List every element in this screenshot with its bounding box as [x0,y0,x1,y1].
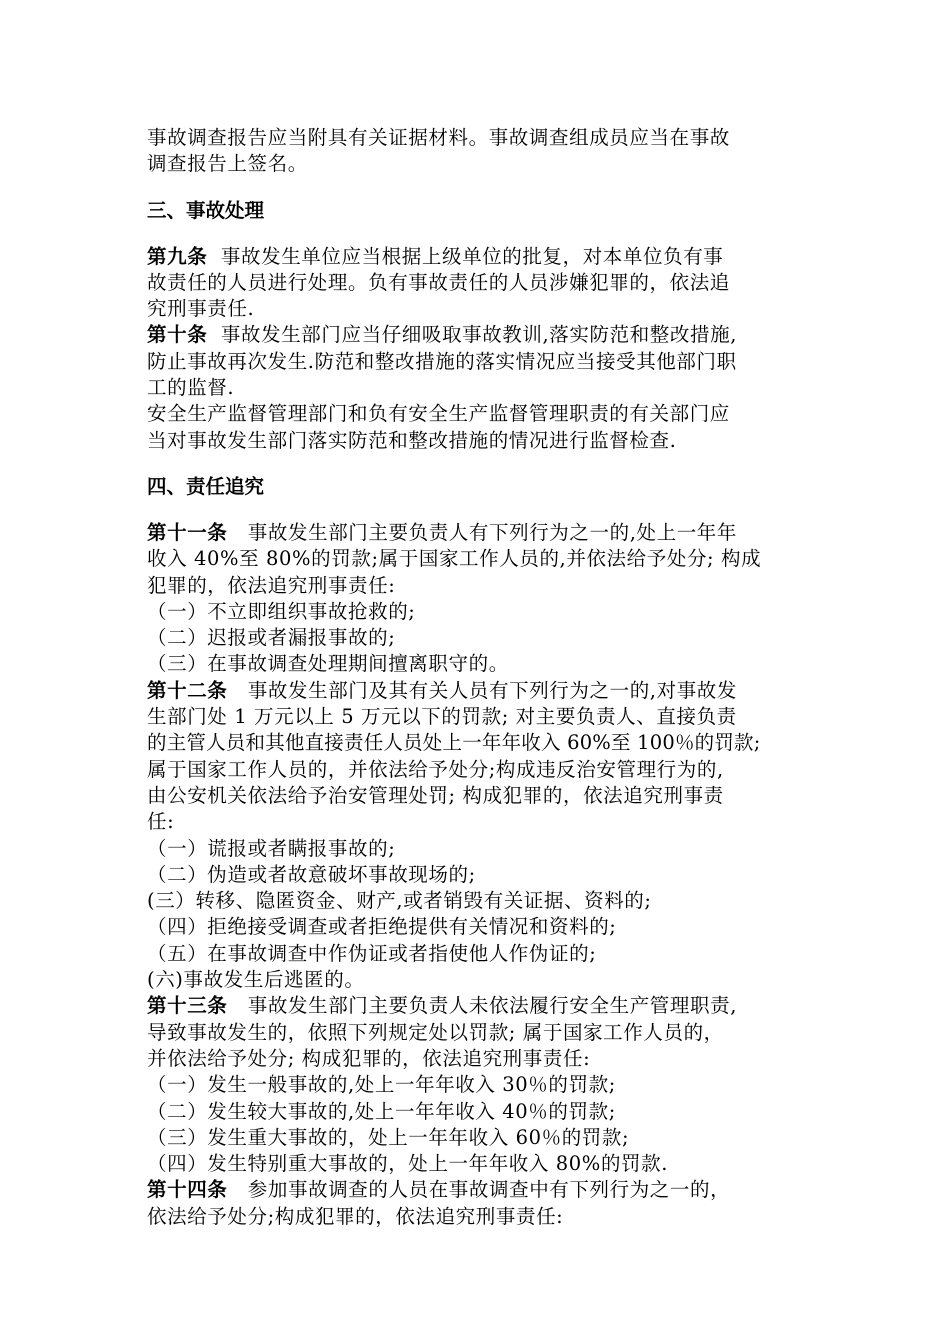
text-line: 犯罪的，依法追究刑事责任: [147,573,396,597]
article-11 [147,520,807,678]
list-item: （一）不立即组织事故抢救的; [147,599,416,623]
section-heading-3: 三、事故处理 [147,198,265,222]
text-line: 故责任的人员进行处理。负有事故责任的人员涉嫌犯罪的，依法追 [147,270,730,294]
article-9 [147,244,807,323]
text-line: 收入 40%至 80%的罚款;属于国家工作人员的,并依法给予处分; 构成 [147,547,762,571]
article-label: 第十一条 [147,520,228,544]
text-line: 并依法给予处分; 构成犯罪的，依法追究刑事责任: [147,1046,591,1070]
list-item: （三）在事故调查处理期间擅离职守的。 [147,652,509,676]
text-line: 任: [147,810,175,834]
text-line: 防止事故再次发生.防范和整改措施的落实情况应当接受其他部门职 [147,349,737,373]
article-label: 第十条 [147,323,208,347]
text-line: 依法给予处分;构成犯罪的，依法追究刑事责任: [147,1204,564,1228]
list-item: （二）伪造或者故意破坏事故现场的; [147,862,476,886]
text-line: 工的监督. [147,376,235,400]
text-line: 当对事故发生部门落实防范和整改措施的情况进行监督检查. [147,428,677,452]
text-line: 事故发生部门应当仔细吸取事故教训,落实防范和整改措施, [207,323,738,347]
article-label: 第十二条 [147,678,228,702]
text-line: 参加事故调查的人员在事故调查中有下列行为之一的， [227,1178,731,1202]
list-item: （一）发生一般事故的,处上一年年收入 30％的罚款; [147,1073,616,1097]
text-line: 事故发生部门主要负责人有下列行为之一的,处上一年年 [227,520,738,544]
list-item: （五）在事故调查中作伪证或者指使他人作伪证的; [147,941,597,965]
article-10 [147,322,807,401]
list-item: （三）发生重大事故的，处上一年年收入 60％的罚款; [147,1125,630,1149]
list-item: (三）转移、隐匿资金、财产,或者销毁有关证据、资料的; [147,889,652,913]
text-line: 的主管人员和其他直接责任人员处上一年年收入 60%至 100％的罚款; [147,731,761,755]
intro-paragraph [147,125,807,178]
list-item: （四）拒绝接受调查或者拒绝提供有关情况和资料的; [147,915,617,939]
text-line: 安全生产监督管理部门和负有安全生产监督管理职责的有关部门应 [147,402,730,426]
article-13 [147,993,807,1177]
article-14 [147,1177,807,1230]
section-heading-4: 四、责任追究 [147,474,265,498]
text-line: 调查报告上签名。 [147,152,308,176]
text-line: 属于国家工作人员的，并依法给予处分;构成违反治安管理行为的, [147,757,724,781]
list-item: （二）迟报或者漏报事故的; [147,626,396,650]
list-item: （四）发生特别重大事故的，处上一年年收入 80%的罚款. [147,1152,669,1176]
text-line: 事故调查报告应当附具有关证据材料。事故调查组成员应当在事故 [147,126,730,149]
text-line: 导致事故发生的，依照下列规定处以罚款; 属于国家工作人员的， [147,1020,724,1044]
supervision-paragraph [147,401,807,454]
article-12 [147,678,807,994]
article-label: 第十四条 [147,1178,228,1202]
list-item: (六)事故发生后逃匿的。 [147,968,365,992]
text-line: 事故发生单位应当根据上级单位的批复，对本单位负有事 [207,244,724,268]
article-label: 第九条 [147,244,208,268]
text-line: 由公安机关依法给予治安管理处罚; 构成犯罪的，依法追究刑事责 [147,783,724,807]
text-line: 事故发生部门主要负责人未依法履行安全生产管理职责, [227,994,738,1018]
list-item: （二）发生较大事故的,处上一年年收入 40％的罚款; [147,1099,616,1123]
text-line: 生部门处 1 万元以上 5 万元以下的罚款; 对主要负责人、直接负责 [147,705,737,729]
text-line: 事故发生部门及其有关人员有下列行为之一的,对事故发 [227,678,738,702]
text-line: 究刑事责任. [147,297,255,321]
article-label: 第十三条 [147,994,228,1018]
document-page [147,125,807,1230]
list-item: （一）谎报或者瞒报事故的; [147,836,396,860]
